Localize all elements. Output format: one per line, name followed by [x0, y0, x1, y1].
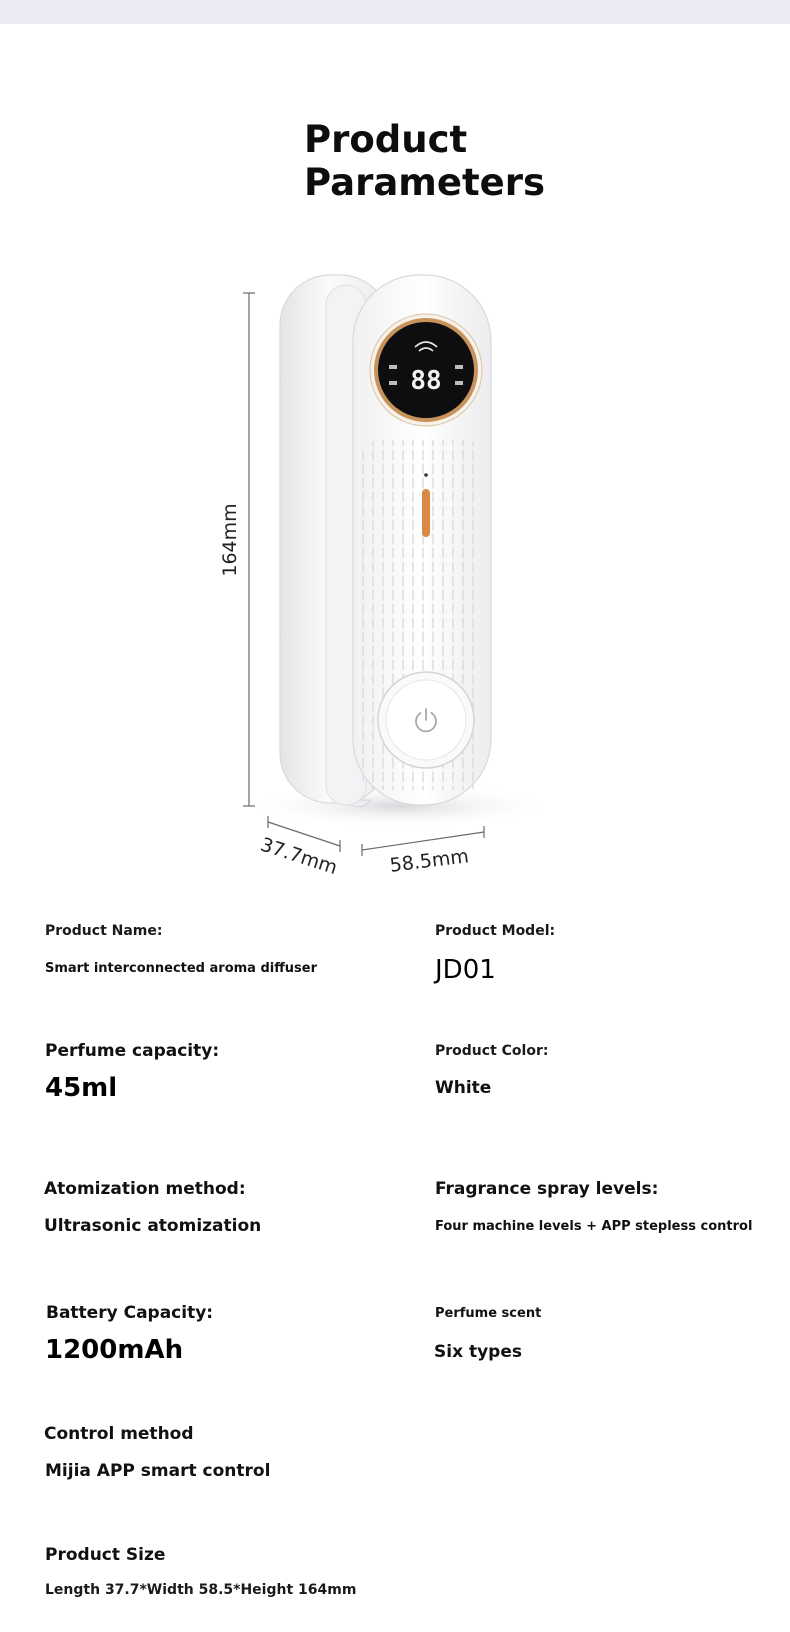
battery-capacity-value: 1200mAh: [45, 1335, 184, 1365]
depth-dimension-label: 37.7mm: [257, 833, 340, 880]
perfume-capacity-value: 45ml: [45, 1073, 118, 1103]
lcd-mode-indicator-3: [455, 365, 463, 369]
control-method-label: Control method: [44, 1424, 194, 1444]
lcd-mode-indicator-2: [389, 381, 397, 385]
product-color-value: White: [435, 1078, 492, 1098]
height-dimension-label: 164mm: [219, 503, 241, 577]
product-name-value: Smart interconnected aroma diffuser: [45, 961, 317, 976]
product-name-label: Product Name:: [45, 923, 163, 939]
atomization-method-label: Atomization method:: [44, 1179, 246, 1199]
product-color-label: Product Color:: [435, 1043, 549, 1059]
status-dot: [424, 473, 428, 477]
perfume-scent-value: Six types: [434, 1342, 522, 1362]
lcd-digits: 88: [410, 366, 442, 396]
page-title-line-2: Parameters: [304, 161, 546, 204]
spray-levels-value: Four machine levels + APP stepless control: [435, 1219, 753, 1234]
perfume-scent-label: Perfume scent: [435, 1306, 542, 1321]
perfume-capacity-label: Perfume capacity:: [45, 1041, 220, 1061]
atomization-method-value: Ultrasonic atomization: [44, 1216, 262, 1236]
product-size-label: Product Size: [45, 1545, 166, 1565]
lcd-mode-indicator-1: [389, 365, 397, 369]
control-method-value: Mijia APP smart control: [45, 1461, 271, 1481]
battery-capacity-label: Battery Capacity:: [46, 1303, 214, 1323]
spray-levels-label: Fragrance spray levels:: [435, 1179, 659, 1199]
product-model-label: Product Model:: [435, 923, 556, 939]
page-title-line-1: Product: [304, 118, 468, 161]
height-dimension-line: [243, 293, 255, 806]
product-size-value: Length 37.7*Width 58.5*Height 164mm: [45, 1582, 357, 1598]
width-dimension-label: 58.5mm: [388, 845, 470, 877]
lcd-mode-indicator-4: [455, 381, 463, 385]
indicator-light-bar: [422, 489, 430, 537]
product-model-value: JD01: [435, 955, 496, 985]
